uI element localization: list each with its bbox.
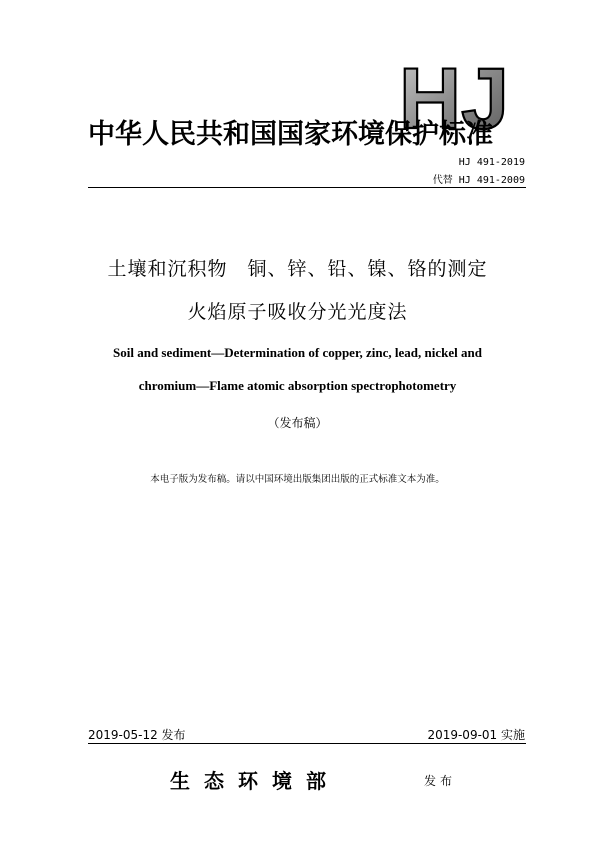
title-zh-line-2: 火焰原子吸收分光光度法 [187,301,408,323]
hj-logo-text: HJ [399,56,509,138]
footer-divider [88,743,526,744]
issuer-action: 发布 [424,774,457,788]
title-en-line-2: chromium—Flame atomic absorption spectrophotometry [138,378,457,393]
replaces-standard: 代替 HJ 491-2009 [432,175,525,186]
standard-category-name: 中华人民共和国国家环境保护标准 [88,119,493,150]
issue-date: 2019-05-12 发布 [88,728,186,742]
title-zh-line-1: 土壤和沉积物 铜、锌、铅、镍、铬的测定 [107,258,488,280]
implementation-date: 2019-09-01 实施 [427,728,525,742]
title-en-line-1: Soil and sediment—Determination of copper, zinc, lead, nickel and [113,345,482,360]
edition-notice: 本电子版为发布稿。请以中国环境出版集团出版的正式标准文本为准。 [150,474,445,485]
draft-status: （发布稿） [267,416,328,430]
issuing-authority: 生态环境部 [170,769,340,793]
header-divider [88,187,526,188]
standard-number: HJ 491-2019 [458,157,525,168]
